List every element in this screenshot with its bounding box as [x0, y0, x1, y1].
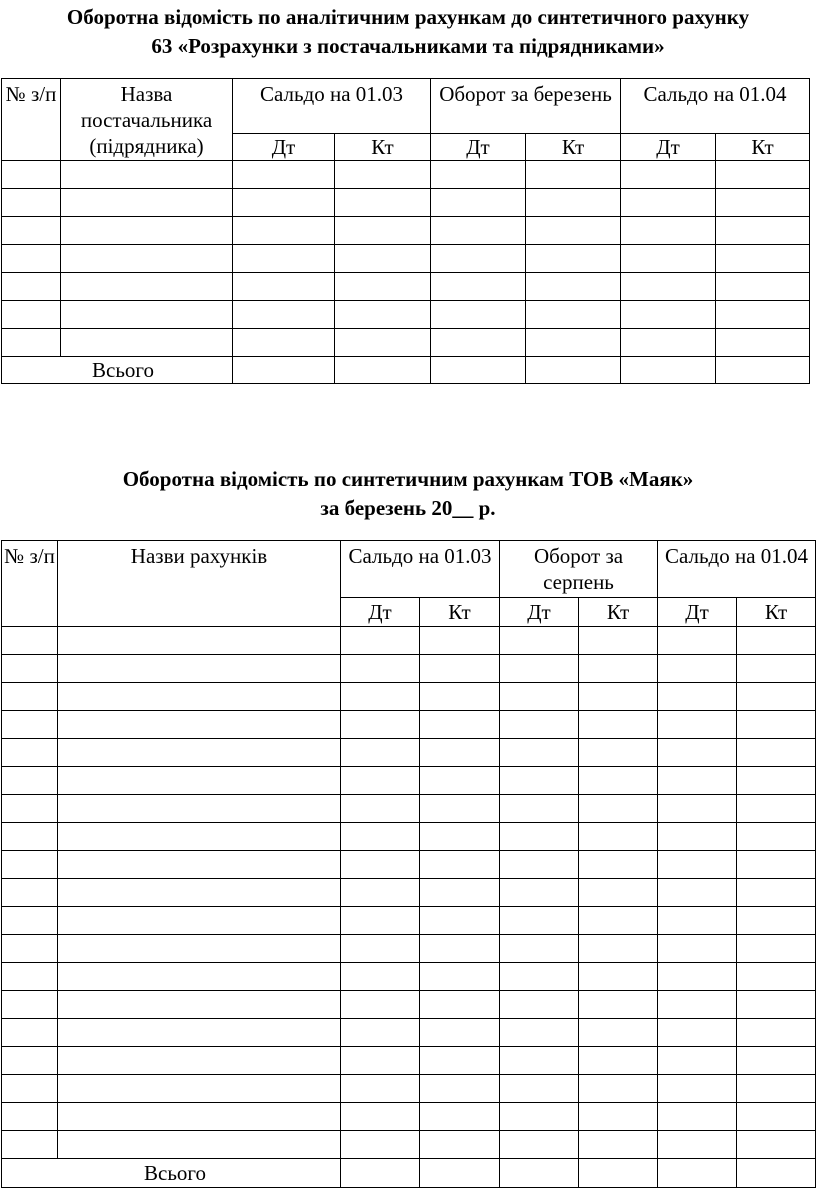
table-cell: [431, 357, 526, 384]
table-cell: [737, 655, 816, 683]
table-cell: [579, 1103, 658, 1131]
table-cell: [737, 1019, 816, 1047]
table-cell: [579, 963, 658, 991]
table-cell: [420, 879, 500, 907]
table-cell: [579, 767, 658, 795]
table-cell: [716, 357, 810, 384]
table-cell: [2, 963, 58, 991]
table-cell: [579, 655, 658, 683]
table-cell: [621, 245, 716, 273]
table-row: [2, 963, 816, 991]
table-cell: [341, 1075, 420, 1103]
table-cell: [341, 823, 420, 851]
table-cell: [2, 301, 61, 329]
table-cell: [341, 851, 420, 879]
credit-header: Кт: [716, 134, 810, 161]
table-cell: [737, 1159, 816, 1188]
table-cell: [526, 217, 621, 245]
table-cell: [420, 963, 500, 991]
table-row: [2, 217, 810, 245]
table-cell: [716, 217, 810, 245]
table-cell: [579, 739, 658, 767]
table-cell: [2, 907, 58, 935]
table-row: [2, 329, 810, 357]
table-cell: [58, 963, 341, 991]
table-cell: [58, 935, 341, 963]
table-cell: [58, 795, 341, 823]
table-cell: [737, 711, 816, 739]
table-cell: [2, 935, 58, 963]
table-cell: [431, 161, 526, 189]
table-cell: [341, 655, 420, 683]
table-cell: [500, 991, 579, 1019]
table-cell: [335, 301, 431, 329]
table-cell: [500, 627, 579, 655]
table-row: [2, 991, 816, 1019]
table-cell: [420, 935, 500, 963]
table-cell: [737, 935, 816, 963]
table-cell: [579, 907, 658, 935]
table-cell: [737, 907, 816, 935]
table-cell: [737, 1047, 816, 1075]
table-cell: [579, 627, 658, 655]
table-row: [2, 935, 816, 963]
table-cell: [500, 907, 579, 935]
table-cell: [621, 273, 716, 301]
table-cell: [58, 739, 341, 767]
table-cell: [2, 823, 58, 851]
debit-header: Дт: [431, 134, 526, 161]
table-cell: [58, 1131, 341, 1159]
col-turnover-header: Оборот за серпень: [500, 541, 658, 598]
table-cell: [420, 627, 500, 655]
table-cell: [500, 795, 579, 823]
table-row: [2, 907, 816, 935]
table-cell: [500, 1075, 579, 1103]
table-cell: [58, 627, 341, 655]
table-cell: [2, 273, 61, 301]
table-cell: [61, 273, 233, 301]
table-cell: [621, 161, 716, 189]
table-cell: [579, 1019, 658, 1047]
table-cell: [61, 301, 233, 329]
table-row: [2, 879, 816, 907]
table-cell: [420, 655, 500, 683]
table-row: [2, 795, 816, 823]
col-account-names-header: Назви рахунків: [58, 541, 341, 627]
table-cell: [579, 683, 658, 711]
table-row: [2, 301, 810, 329]
table-cell: [716, 161, 810, 189]
title-line-2: 63 «Розрахунки з постачальниками та підрядниками»: [151, 34, 665, 58]
credit-header: Кт: [579, 598, 658, 627]
table-cell: [341, 795, 420, 823]
table-cell: [2, 627, 58, 655]
table-cell: [500, 963, 579, 991]
table-cell: [335, 189, 431, 217]
table-cell: [431, 189, 526, 217]
table-cell: [2, 879, 58, 907]
table-cell: [526, 245, 621, 273]
table-cell: [431, 329, 526, 357]
table-cell: [431, 301, 526, 329]
table-cell: [658, 655, 737, 683]
table-row: [2, 655, 816, 683]
analytic-statement-table: [1, 78, 810, 384]
table-cell: [2, 1019, 58, 1047]
table-cell: [2, 329, 61, 357]
table-cell: [2, 711, 58, 739]
table-cell: [579, 795, 658, 823]
table-cell: [579, 1159, 658, 1188]
col-turnover-header: Оборот за березень: [431, 79, 621, 134]
table-cell: [2, 1047, 58, 1075]
table-cell: [58, 1103, 341, 1131]
table-cell: [420, 851, 500, 879]
table-cell: [420, 711, 500, 739]
table-cell: [737, 1075, 816, 1103]
table-cell: [737, 1103, 816, 1131]
table-cell: [526, 301, 621, 329]
table-cell: [500, 879, 579, 907]
table-cell: [658, 795, 737, 823]
table-cell: [579, 823, 658, 851]
table-cell: [335, 161, 431, 189]
table-cell: [716, 329, 810, 357]
table-cell: [233, 245, 335, 273]
table-cell: [500, 1103, 579, 1131]
table-cell: [61, 245, 233, 273]
title-line-1: Оборотна відомість по аналітичним рахункам до синтетичного рахунку: [66, 5, 750, 29]
table-row: [2, 823, 816, 851]
table-cell: [2, 655, 58, 683]
table-cell: [500, 739, 579, 767]
table-cell: [579, 1131, 658, 1159]
table-row: [2, 627, 816, 655]
table-cell: [2, 161, 61, 189]
table-cell: [2, 217, 61, 245]
table-cell: [335, 217, 431, 245]
table-cell: [420, 739, 500, 767]
table-cell: [58, 1019, 341, 1047]
table-cell: [431, 245, 526, 273]
table-cell: [431, 217, 526, 245]
credit-header: Кт: [526, 134, 621, 161]
debit-header: Дт: [658, 598, 737, 627]
table-cell: [233, 217, 335, 245]
table-cell: [341, 711, 420, 739]
table-cell: [58, 879, 341, 907]
col-no-header: № з/п: [2, 79, 61, 161]
table-cell: [737, 879, 816, 907]
table-cell: [233, 273, 335, 301]
table-cell: [341, 963, 420, 991]
col-closing-balance-header: Сальдо на 01.04: [658, 541, 816, 598]
table-cell: [341, 935, 420, 963]
table-cell: [737, 1131, 816, 1159]
table-cell: [658, 711, 737, 739]
table-cell: [658, 739, 737, 767]
col-opening-balance-header: Сальдо на 01.03: [233, 79, 431, 134]
table-cell: [737, 991, 816, 1019]
table-cell: [500, 683, 579, 711]
debit-header: Дт: [621, 134, 716, 161]
table-cell: [621, 301, 716, 329]
table-cell: [2, 245, 61, 273]
table-row: [2, 189, 810, 217]
table-cell: [658, 823, 737, 851]
table-cell: [58, 823, 341, 851]
table-cell: [420, 991, 500, 1019]
table-row: [2, 739, 816, 767]
table-cell: [233, 329, 335, 357]
table-cell: [621, 357, 716, 384]
table-cell: [579, 1075, 658, 1103]
table-row: [2, 1047, 816, 1075]
table-row: [2, 1131, 816, 1159]
table-cell: [58, 1075, 341, 1103]
table-cell: [658, 1103, 737, 1131]
credit-header: Кт: [420, 598, 500, 627]
table-row: [2, 1075, 816, 1103]
table-cell: [58, 991, 341, 1019]
table-cell: [341, 1019, 420, 1047]
table-cell: [2, 683, 58, 711]
table-row: [2, 683, 816, 711]
table-cell: [500, 823, 579, 851]
table-cell: [579, 879, 658, 907]
table-cell: [341, 683, 420, 711]
table-cell: [579, 991, 658, 1019]
table-cell: [2, 851, 58, 879]
table-row: [2, 1019, 816, 1047]
table-cell: [58, 711, 341, 739]
table-row: [2, 245, 810, 273]
table-cell: [526, 161, 621, 189]
table-cell: [500, 711, 579, 739]
table-cell: [500, 767, 579, 795]
table-cell: [658, 935, 737, 963]
table-cell: [658, 767, 737, 795]
table-cell: [526, 189, 621, 217]
table-cell: [420, 767, 500, 795]
credit-header: Кт: [335, 134, 431, 161]
table-cell: [341, 1047, 420, 1075]
table-cell: [658, 991, 737, 1019]
table-cell: [737, 851, 816, 879]
table-cell: [500, 655, 579, 683]
table-cell: [58, 1047, 341, 1075]
table-cell: [58, 767, 341, 795]
table-cell: [58, 655, 341, 683]
table-cell: [61, 161, 233, 189]
table-cell: [621, 189, 716, 217]
table-cell: [58, 851, 341, 879]
table-cell: [341, 1131, 420, 1159]
total-label: Всього: [2, 357, 233, 384]
table-cell: [58, 683, 341, 711]
table-cell: [579, 935, 658, 963]
table-cell: [658, 683, 737, 711]
table-cell: [2, 739, 58, 767]
table-cell: [61, 189, 233, 217]
table-cell: [2, 1131, 58, 1159]
table-cell: [420, 1019, 500, 1047]
table-cell: [500, 1047, 579, 1075]
analytic-statement-title: [0, 3, 816, 61]
col-closing-balance-header: Сальдо на 01.04: [621, 79, 810, 134]
table-cell: [420, 795, 500, 823]
table-cell: [2, 795, 58, 823]
table-cell: [737, 823, 816, 851]
table-cell: [716, 273, 810, 301]
title-line-1: Оборотна відомість по синтетичним рахункам ТОВ «Маяк»: [122, 467, 694, 491]
debit-header: Дт: [233, 134, 335, 161]
table-cell: [737, 963, 816, 991]
table-cell: [420, 1075, 500, 1103]
table-cell: [233, 301, 335, 329]
table-cell: [2, 767, 58, 795]
table-cell: [335, 273, 431, 301]
table-cell: [335, 245, 431, 273]
table-cell: [341, 1103, 420, 1131]
table-cell: [341, 991, 420, 1019]
table-cell: [2, 189, 61, 217]
table-row: [2, 161, 810, 189]
table-body: [2, 627, 816, 1159]
table-cell: [233, 161, 335, 189]
table-cell: [420, 1131, 500, 1159]
table-row: [2, 767, 816, 795]
table-cell: [716, 189, 810, 217]
table-cell: [526, 273, 621, 301]
table-body: [2, 161, 810, 357]
table-row: [2, 711, 816, 739]
table-cell: [341, 767, 420, 795]
table-cell: [579, 851, 658, 879]
table-cell: [420, 907, 500, 935]
table-row: [2, 1103, 816, 1131]
table-cell: [341, 907, 420, 935]
debit-header: Дт: [500, 598, 579, 627]
debit-header: Дт: [341, 598, 420, 627]
table-cell: [233, 189, 335, 217]
table-cell: [61, 217, 233, 245]
synthetic-statement-title: [0, 465, 816, 523]
table-cell: [621, 217, 716, 245]
table-cell: [658, 879, 737, 907]
table-cell: [500, 935, 579, 963]
table-cell: [621, 329, 716, 357]
table-row: [2, 851, 816, 879]
synthetic-statement-table: [1, 540, 816, 1188]
col-supplier-header: Назва постачальника (підрядника): [61, 79, 233, 161]
table-cell: [2, 991, 58, 1019]
table-cell: [420, 1159, 500, 1188]
table-cell: [716, 301, 810, 329]
title-line-2: за березень 20__ р.: [320, 496, 496, 520]
table-cell: [658, 963, 737, 991]
table-cell: [61, 329, 233, 357]
table-cell: [579, 711, 658, 739]
table-cell: [500, 1019, 579, 1047]
table-cell: [335, 357, 431, 384]
table-cell: [420, 823, 500, 851]
table-cell: [737, 627, 816, 655]
table-cell: [526, 329, 621, 357]
col-opening-balance-header: Сальдо на 01.03: [341, 541, 500, 598]
table-cell: [420, 683, 500, 711]
table-cell: [658, 627, 737, 655]
table-cell: [737, 795, 816, 823]
table-cell: [58, 907, 341, 935]
table-cell: [431, 273, 526, 301]
table-cell: [737, 683, 816, 711]
table-cell: [335, 329, 431, 357]
table-cell: [341, 1159, 420, 1188]
table-cell: [500, 1159, 579, 1188]
table-cell: [341, 739, 420, 767]
table-cell: [658, 1075, 737, 1103]
table-cell: [341, 879, 420, 907]
total-label: Всього: [2, 1159, 341, 1188]
table-cell: [500, 1131, 579, 1159]
table-row: [2, 273, 810, 301]
table-cell: [658, 851, 737, 879]
table-cell: [2, 1103, 58, 1131]
table-cell: [233, 357, 335, 384]
table-cell: [420, 1047, 500, 1075]
table-cell: [658, 1159, 737, 1188]
table-cell: [500, 851, 579, 879]
table-cell: [420, 1103, 500, 1131]
credit-header: Кт: [737, 598, 816, 627]
table-cell: [737, 767, 816, 795]
table-cell: [716, 245, 810, 273]
table-cell: [341, 627, 420, 655]
table-cell: [658, 907, 737, 935]
table-cell: [737, 739, 816, 767]
table-cell: [658, 1019, 737, 1047]
table-cell: [526, 357, 621, 384]
table-cell: [658, 1131, 737, 1159]
table-cell: [2, 1075, 58, 1103]
table-cell: [658, 1047, 737, 1075]
col-no-header: № з/п: [2, 541, 58, 627]
table-cell: [579, 1047, 658, 1075]
